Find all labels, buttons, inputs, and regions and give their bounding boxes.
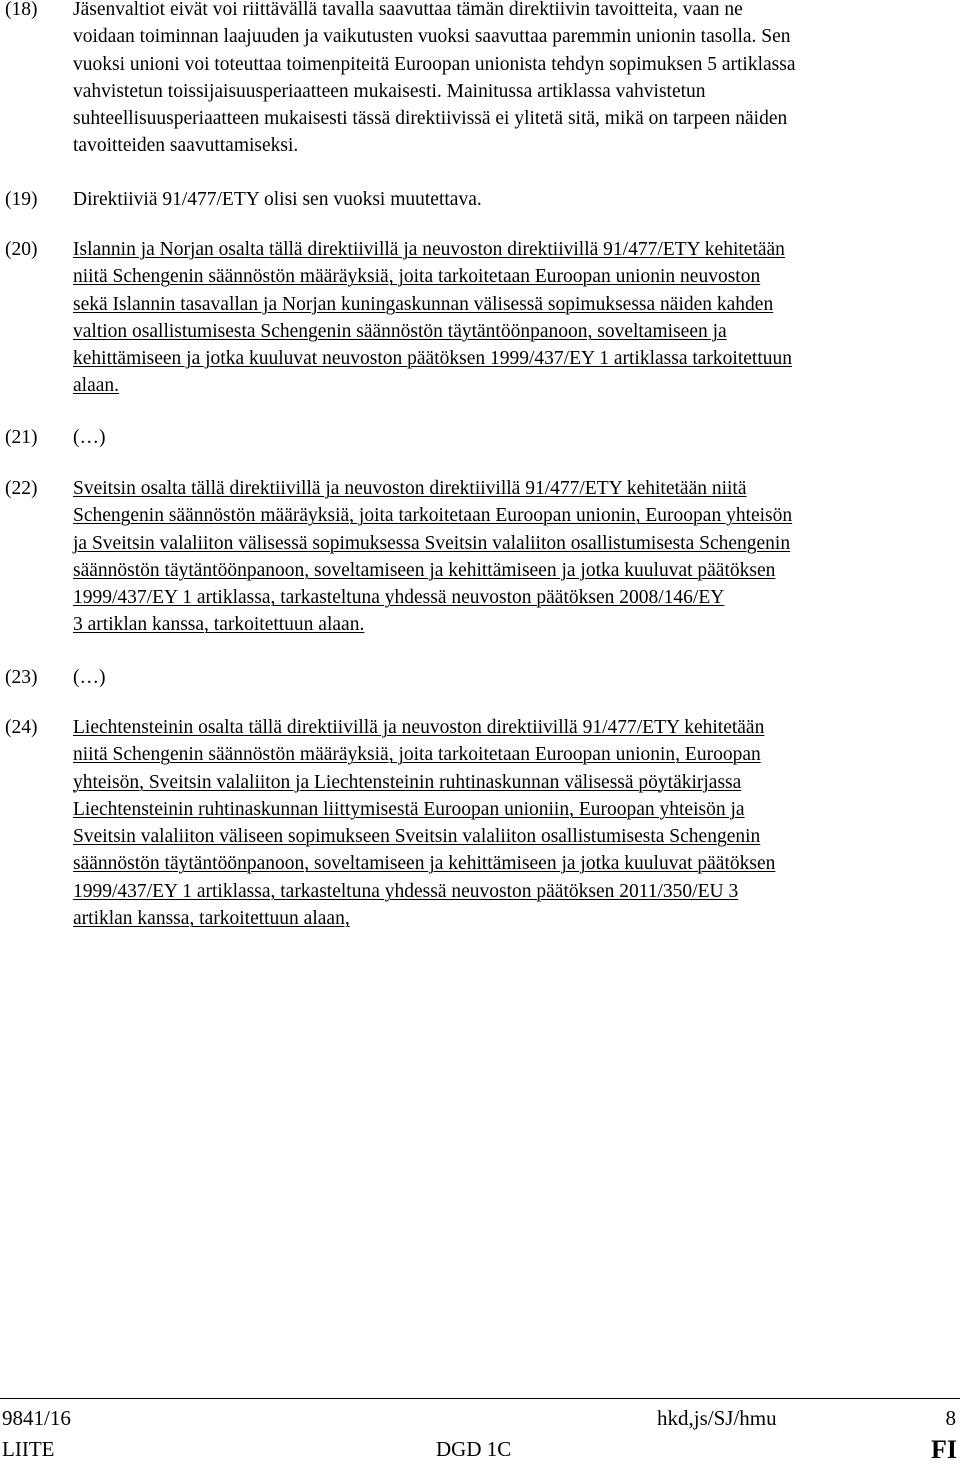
text-line: Sveitsin osalta tällä direktiivillä ja neuvoston direktiivillä 91/477/ETY kehitetään niitä: [73, 478, 747, 499]
recital-text: [73, 664, 956, 691]
text-line: artiklan kanssa, tarkoitettuun alaan,: [73, 908, 350, 930]
text-line: voidaan toiminnan laajuuden ja vaikutusten vuoksi saavuttaa paremmin unionin tasolla. Sen: [73, 26, 791, 48]
footer-initials: hkd,js/SJ/hmu: [657, 1406, 777, 1430]
text-line: Liechtensteinin osalta tällä direktiivillä ja neuvoston direktiivillä 91/477/ETY kehitetään: [73, 717, 765, 738]
text-line: säännöstön täytäntöönpanoon, soveltamiseen ja kehittämiseen ja jotka kuuluvat päätöksen: [73, 853, 776, 875]
text-line: Liechtensteinin ruhtinaskunnan liittymisestä Euroopan unioniin, Euroopan yhteisön ja: [73, 798, 745, 820]
recital-number: (19): [5, 189, 38, 210]
text-line: suhteellisuusperiaatteen mukaisesti tässä direktiivissä ei ylitetä sitä, mikä on tarpeen näiden: [73, 108, 788, 130]
text-line: 1999/437/EY 1 artiklassa, tarkasteltuna yhdessä neuvoston päätöksen 2008/146/EY: [73, 587, 725, 609]
recital-number: (24): [5, 717, 38, 738]
text-line: Islannin ja Norjan osalta tällä direktiivillä ja neuvoston direktiivillä 91/477/ETY kehitetään: [73, 239, 785, 260]
text-line: niitä Schengenin säännöstön määräyksiä, joita tarkoitetaan Euroopan unionin neuvoston: [73, 266, 761, 288]
footer-dg: DGD 1C: [436, 1437, 512, 1461]
text-line: niitä Schengenin säännöstön määräyksiä, joita tarkoitetaan Euroopan unionin, Euroopan: [73, 744, 761, 766]
footer-page-number: 8: [945, 1406, 956, 1430]
text-line: vuoksi unioni voi toteuttaa toimenpiteitä Euroopan unionista tehdyn sopimuksen 5 artiklassa: [73, 53, 796, 75]
text-line: Direktiiviä 91/477/ETY olisi sen vuoksi muutettava.: [73, 189, 482, 210]
recital-number: (21): [5, 427, 38, 448]
text-line: alaan.: [73, 375, 120, 397]
recital-number: (22): [5, 478, 38, 499]
text-line: ja Sveitsin valaliiton välisessä sopimuksessa Sveitsin valaliiton osallistumisesta Schengenin: [73, 532, 791, 554]
footer-annex: LIITE: [2, 1437, 55, 1461]
recital-number: (18): [5, 0, 38, 20]
text-line: yhteisön, Sveitsin valaliiton ja Liechtensteinin ruhtinaskunnan välisessä pöytäkirjassa: [73, 771, 742, 793]
recital-text: [73, 0, 956, 160]
text-line: säännöstön täytäntöönpanoon, soveltamiseen ja kehittämiseen ja jotka kuuluvat päätöksen: [73, 559, 776, 581]
footer-language: FI: [931, 1435, 957, 1464]
recital-number: (23): [5, 667, 38, 688]
text-line: sekä Islannin tasavallan ja Norjan kuningaskunnan välisessä sopimuksessa näiden kahden: [73, 293, 774, 315]
text-line: valtion osallistumisesta Schengenin säännöstön täytäntöönpanoon, soveltamiseen ja: [73, 320, 727, 342]
text-line: 1999/437/EY 1 artiklassa, tarkasteltuna yhdessä neuvoston päätöksen 2011/350/EU 3: [73, 880, 739, 902]
text-line: (…): [73, 667, 106, 688]
text-line: 3 artiklan kanssa, tarkoitettuun alaan.: [73, 614, 365, 636]
recital-text: [73, 714, 956, 932]
text-line: tavoitteiden saavuttamiseksi.: [73, 135, 299, 157]
text-line: Schengenin säännöstön määräyksiä, joita tarkoitetaan Euroopan unionin, Euroopan yhteisön: [73, 505, 793, 527]
text-line: Sveitsin valaliiton väliseen sopimukseen Sveitsin valaliiton osallistumisesta Schengenin: [73, 826, 761, 848]
text-line: Jäsenvaltiot eivät voi riittävällä tavalla saavuttaa tämän direktiivin tavoitteita, vaan ne: [73, 0, 743, 20]
footer-doc-number: 9841/16: [2, 1406, 71, 1430]
recital-number: (20): [5, 239, 38, 260]
recital-text: [73, 475, 956, 639]
recital-text: [73, 186, 956, 213]
text-line: vahvistetun toissijaisuusperiaatteen mukaisesti. Mainitussa artiklassa vahvistetun: [73, 80, 706, 102]
text-line: kehittämiseen ja jotka kuuluvat neuvoston päätöksen 1999/437/EY 1 artiklassa tarkoitettuun: [73, 348, 792, 370]
footer-divider: [0, 1398, 960, 1399]
text-line: (…): [73, 427, 106, 448]
recital-text: [73, 236, 956, 400]
recital-text: [73, 424, 956, 451]
